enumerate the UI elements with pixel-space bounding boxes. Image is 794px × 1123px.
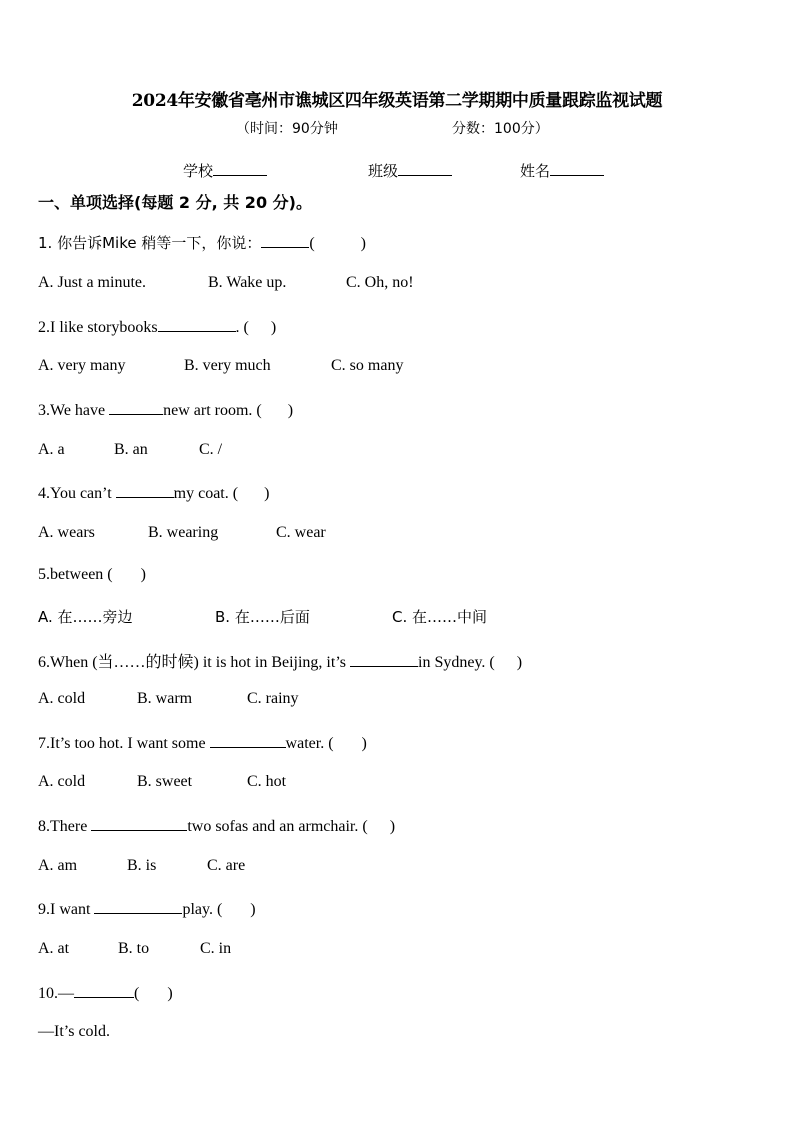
question-stem: 6.When (当……的时候) it is hot in Beijing, it’s bbox=[38, 654, 350, 671]
option-c[interactable]: C. 在……中间 bbox=[392, 608, 488, 626]
options-4 bbox=[38, 524, 326, 542]
question-stem: 4.You can’t bbox=[38, 485, 116, 502]
options-1 bbox=[38, 274, 414, 292]
option-b[interactable]: B. to bbox=[118, 940, 150, 957]
question-stem: 2.I like storybooks bbox=[38, 319, 158, 336]
name-label: 姓名 bbox=[520, 162, 551, 180]
option-c[interactable]: C. are bbox=[207, 857, 246, 874]
option-b[interactable]: B. is bbox=[127, 857, 157, 874]
exam-time: （时间：90分钟 bbox=[236, 121, 338, 137]
answer-blank[interactable] bbox=[74, 982, 134, 998]
question-stem: 3.We have bbox=[38, 402, 110, 419]
question-2: 2.I like storybooks . ( ) bbox=[38, 316, 276, 337]
answer-blank[interactable] bbox=[158, 316, 236, 332]
answer-blank[interactable] bbox=[91, 815, 187, 831]
option-c[interactable]: C. / bbox=[199, 441, 223, 458]
option-b[interactable]: B. sweet bbox=[137, 773, 193, 790]
option-c[interactable]: C. Oh, no! bbox=[346, 274, 414, 291]
answer-blank[interactable] bbox=[94, 898, 182, 914]
option-c[interactable]: C. so many bbox=[331, 357, 404, 374]
option-a[interactable]: A. 在……旁边 bbox=[38, 608, 133, 626]
option-c[interactable]: C. hot bbox=[247, 773, 287, 790]
school-label: 学校 bbox=[183, 162, 214, 180]
option-a[interactable]: A. at bbox=[38, 940, 70, 957]
name-blank[interactable] bbox=[550, 161, 604, 176]
option-c[interactable]: C. rainy bbox=[247, 690, 299, 707]
question-5: 5.between ( ) bbox=[38, 566, 146, 583]
option-a[interactable]: A. very many bbox=[38, 357, 126, 374]
option-a[interactable]: A. cold bbox=[38, 773, 86, 790]
answer-blank[interactable] bbox=[116, 482, 174, 498]
exam-title: 2024年安徽省亳州市谯城区四年级英语第二学期期中质量跟踪监视试题 bbox=[131, 91, 663, 111]
question-stem: 7.It’s too hot. I want some bbox=[38, 735, 210, 752]
question-7: 7.It’s too hot. I want some water. ( ) bbox=[38, 732, 367, 753]
options-8 bbox=[38, 857, 245, 875]
answer-blank[interactable] bbox=[210, 732, 286, 748]
option-b[interactable]: B. wearing bbox=[148, 524, 219, 541]
options-3 bbox=[38, 441, 222, 459]
exam-score: 分数：100分） bbox=[452, 121, 549, 137]
options-7 bbox=[38, 773, 286, 791]
option-b[interactable]: B. an bbox=[114, 441, 148, 458]
class-field[interactable] bbox=[368, 160, 452, 181]
question-10: 10.— ( ) bbox=[38, 982, 173, 1003]
option-b[interactable]: B. Wake up. bbox=[208, 274, 287, 291]
question-stem: 10.— bbox=[38, 985, 74, 1002]
answer-blank[interactable] bbox=[261, 232, 309, 248]
option-b[interactable]: B. 在……后面 bbox=[215, 608, 310, 626]
question-8: 8.There two sofas and an armchair. ( ) bbox=[38, 815, 395, 836]
class-blank[interactable] bbox=[398, 161, 452, 176]
name-field[interactable] bbox=[520, 160, 604, 181]
option-b[interactable]: B. very much bbox=[184, 357, 271, 374]
option-a[interactable]: A. am bbox=[38, 857, 78, 874]
question-stem: 5.between ( bbox=[38, 566, 113, 583]
school-field[interactable] bbox=[183, 160, 267, 181]
options-9 bbox=[38, 940, 231, 958]
question-1: 1. 你告诉Mike 稍等一下，你说： ( ) bbox=[38, 234, 366, 252]
option-c[interactable]: C. in bbox=[200, 940, 232, 957]
option-a[interactable]: A. a bbox=[38, 441, 65, 458]
question-6: 6.When (当……的时候) it is hot in Beijing, it’s in Sydney. ( ) bbox=[38, 649, 522, 672]
question-9: 9.I want play. ( ) bbox=[38, 898, 256, 919]
answer-blank[interactable] bbox=[350, 651, 418, 667]
option-a[interactable]: A. Just a minute. bbox=[38, 274, 146, 291]
q10-answer-line: —It’s cold. bbox=[38, 1023, 110, 1040]
question-stem: 8.There bbox=[38, 818, 92, 835]
option-c[interactable]: C. wear bbox=[276, 524, 326, 541]
options-2 bbox=[38, 357, 403, 375]
option-b[interactable]: B. warm bbox=[137, 690, 193, 707]
option-a[interactable]: A. cold bbox=[38, 690, 86, 707]
question-stem: 1. 你告诉Mike 稍等一下，你说： bbox=[38, 234, 262, 252]
options-5 bbox=[38, 606, 487, 627]
section-heading: 一、单项选择(每题 2 分, 共 20 分)。 bbox=[38, 193, 312, 212]
options-6 bbox=[38, 690, 299, 708]
school-blank[interactable] bbox=[213, 161, 267, 176]
question-4: 4.You can’t my coat. ( ) bbox=[38, 482, 269, 503]
option-a[interactable]: A. wears bbox=[38, 524, 95, 541]
answer-blank[interactable] bbox=[109, 399, 163, 415]
question-3: 3.We have new art room. ( ) bbox=[38, 399, 293, 420]
question-stem: ( bbox=[309, 235, 315, 252]
question-stem: 9.I want bbox=[38, 901, 95, 918]
class-label: 班级 bbox=[368, 162, 399, 180]
